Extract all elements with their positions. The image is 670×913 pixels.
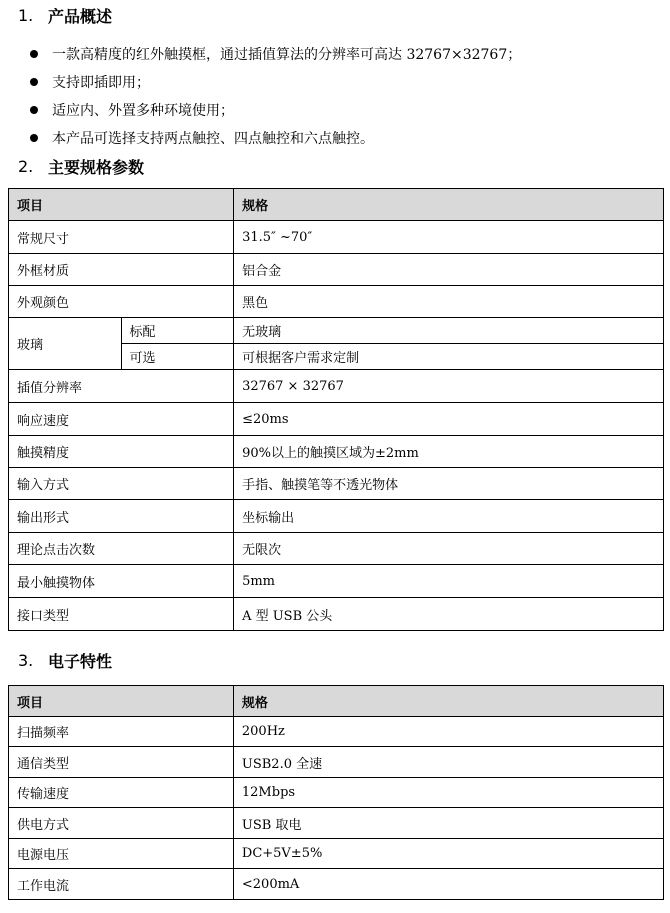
row-item: 外观颜色	[9, 286, 234, 318]
table-header-row	[9, 686, 664, 717]
electrical-table	[8, 685, 664, 900]
column-header: 项目	[9, 189, 234, 221]
row-item: 传输速度	[9, 778, 234, 808]
row-spec: 5mm	[234, 565, 664, 598]
section-heading	[18, 2, 112, 28]
row-spec: USB 取电	[233, 808, 663, 839]
column-header: 规格	[233, 686, 663, 717]
row-item: 外框材质	[9, 254, 234, 286]
bullet-icon	[30, 50, 38, 58]
spec-table	[8, 188, 664, 631]
table-row	[9, 565, 664, 598]
row-item: 输出形式	[9, 500, 234, 533]
section-heading	[18, 647, 112, 673]
row-spec: DC+5V±5%	[233, 839, 663, 869]
table-row	[9, 533, 664, 565]
row-spec: 可根据客户需求定制	[234, 344, 664, 370]
row-item: 玻璃	[9, 318, 122, 370]
table-row	[9, 468, 664, 500]
section-title: 电子特性	[48, 651, 113, 671]
list-item-text: 本产品可选择支持两点触控、四点触控和六点触控。	[52, 131, 374, 147]
table-row	[9, 221, 664, 254]
table-row	[9, 808, 664, 839]
table-header-row	[9, 189, 664, 221]
row-item: 电源电压	[9, 839, 234, 869]
row-spec: 32767 × 32767	[234, 370, 664, 403]
row-spec: 12Mbps	[233, 778, 663, 808]
table-row	[9, 839, 664, 869]
list-item-text: 支持即插即用；	[52, 75, 150, 91]
list-item-text: 适应内、外置多种环境使用；	[52, 103, 234, 119]
row-item: 扫描频率	[9, 717, 234, 747]
row-item: 响应速度	[9, 403, 234, 436]
row-item: 最小触摸物体	[9, 565, 234, 598]
table-row	[9, 500, 664, 533]
feature-list	[30, 40, 521, 152]
row-item: 供电方式	[9, 808, 234, 839]
table-row	[9, 254, 664, 286]
row-spec: 无玻璃	[234, 318, 664, 344]
list-item	[30, 124, 521, 152]
table-row	[9, 869, 664, 900]
row-spec: 铝合金	[234, 254, 664, 286]
section-title: 主要规格参数	[48, 157, 145, 177]
list-item	[30, 96, 521, 124]
bullet-icon	[30, 134, 38, 142]
table-row	[9, 318, 664, 344]
row-spec: 200Hz	[233, 717, 663, 747]
table-row	[9, 717, 664, 747]
section-number: 2.	[18, 156, 34, 176]
table-row	[9, 778, 664, 808]
bullet-icon	[30, 78, 38, 86]
table-row	[9, 286, 664, 318]
row-item: 接口类型	[9, 598, 234, 631]
row-spec: 手指、触摸笔等不透光物体	[234, 468, 664, 500]
list-item	[30, 68, 521, 96]
bullet-icon	[30, 106, 38, 114]
list-item-text: 一款高精度的红外触摸框，通过插值算法的分辨率可高达 32767×32767；	[52, 47, 522, 63]
list-item	[30, 40, 521, 68]
table-row	[9, 747, 664, 778]
row-spec: 90%以上的触摸区域为±2mm	[234, 436, 664, 468]
row-spec: A 型 USB 公头	[234, 598, 664, 631]
row-item: 输入方式	[9, 468, 234, 500]
row-spec: 坐标输出	[234, 500, 664, 533]
section-title: 产品概述	[48, 6, 113, 26]
row-item: 触摸精度	[9, 436, 234, 468]
row-spec: USB2.0 全速	[233, 747, 663, 778]
row-sublabel: 可选	[121, 344, 234, 370]
table-row	[9, 370, 664, 403]
row-item: 工作电流	[9, 869, 234, 900]
table-row	[9, 598, 664, 631]
table-row	[9, 403, 664, 436]
row-item: 通信类型	[9, 747, 234, 778]
row-spec: 无限次	[234, 533, 664, 565]
row-spec: ≤20ms	[234, 403, 664, 436]
section-number: 1.	[18, 5, 34, 25]
table-row	[9, 436, 664, 468]
row-item: 理论点击次数	[9, 533, 234, 565]
row-spec: 31.5″ ~70″	[234, 221, 664, 254]
section-number: 3.	[18, 650, 34, 670]
row-sublabel: 标配	[121, 318, 234, 344]
row-spec: 黑色	[234, 286, 664, 318]
row-item: 插值分辨率	[9, 370, 234, 403]
row-item: 常规尺寸	[9, 221, 234, 254]
row-spec: <200mA	[233, 869, 663, 900]
section-heading	[18, 153, 144, 179]
column-header: 规格	[234, 189, 664, 221]
column-header: 项目	[9, 686, 234, 717]
